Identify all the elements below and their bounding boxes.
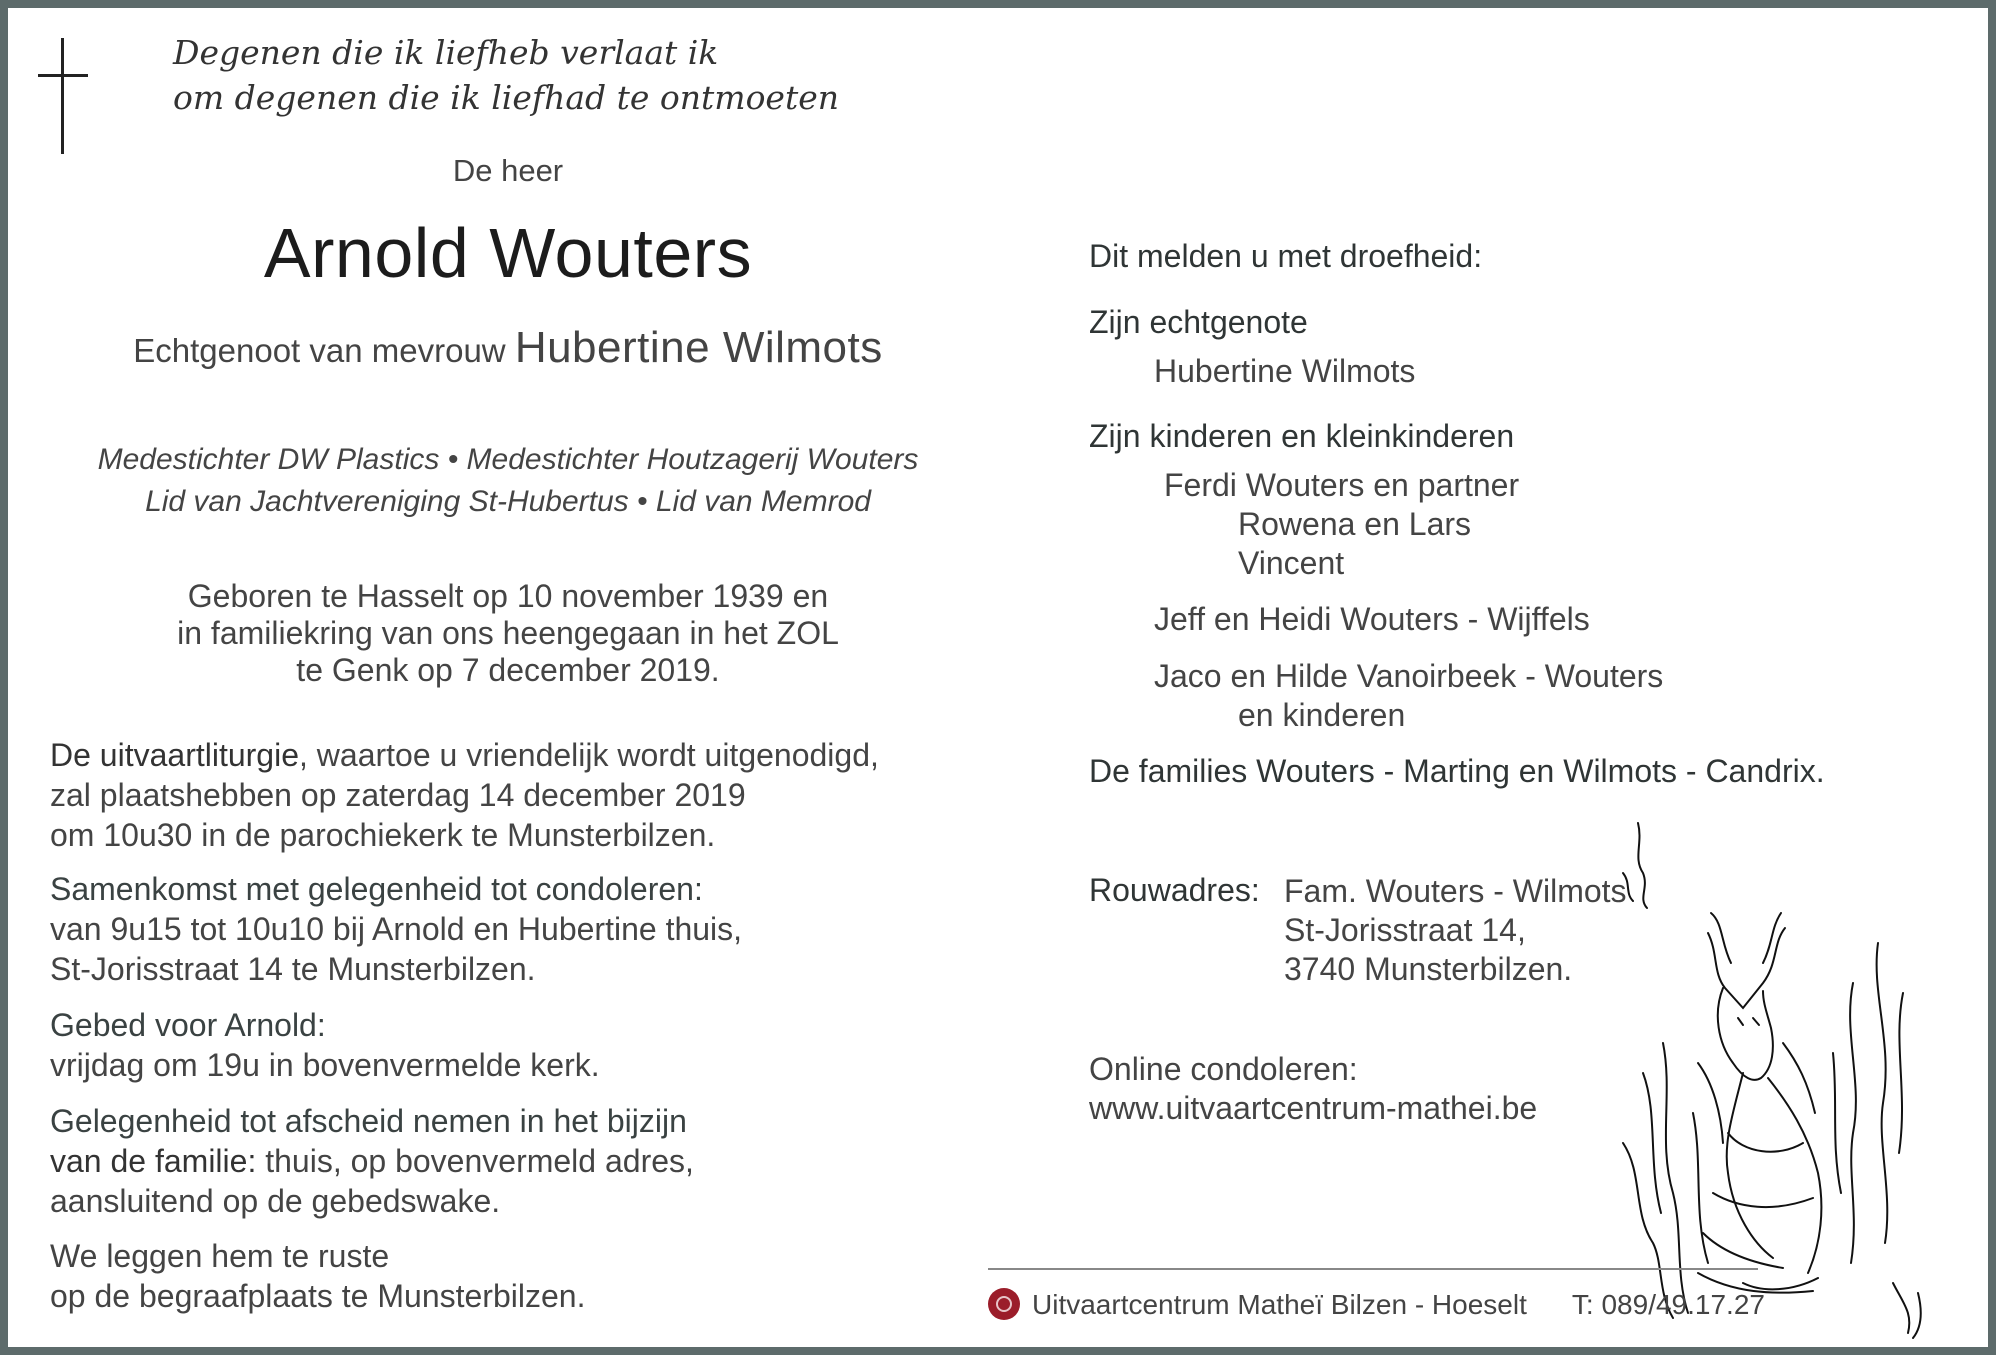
address-label: Rouwadres:	[1089, 872, 1260, 908]
footer	[988, 1288, 1765, 1321]
deer-sketch-illustration	[1603, 813, 1948, 1343]
roles	[8, 439, 1008, 523]
children-title: Zijn kinderen en kleinkinderen	[1089, 418, 1515, 454]
liturgy-line-3: om 10u30 in de parochiekerk te Munsterbilzen.	[50, 817, 716, 853]
online-condolences	[1089, 1050, 1537, 1128]
announcers-title: Dit melden u met droefheid:	[1089, 238, 1483, 274]
child-3: Jaco en Hilde Vanoirbeek - Wouters	[1154, 658, 1664, 694]
footer-divider	[988, 1268, 1758, 1270]
liturgy-line-1-rest: , waartoe u vriendelijk wordt uitgenodigd,	[299, 737, 879, 773]
address-line-1: Fam. Wouters - Wilmots	[1284, 873, 1627, 909]
born-line-3: te Genk op 7 december 2019.	[296, 652, 720, 688]
online-url: www.uitvaartcentrum-mathei.be	[1089, 1090, 1538, 1126]
grandchildren-1: Rowena en Lars	[1238, 506, 1472, 542]
born-line-1: Geboren te Hasselt op 10 november 1939 en	[187, 578, 829, 614]
prayer-line-1: vrijdag om 19u in bovenvermelde kerk.	[50, 1047, 600, 1083]
child-1: Ferdi Wouters en partner	[1164, 467, 1520, 503]
spouse-line	[8, 323, 1008, 373]
farewell-line-2	[50, 1141, 694, 1181]
obituary-card	[8, 8, 1988, 1347]
families: De families Wouters - Marting en Wilmots - Candrix.	[1089, 753, 1825, 789]
spouse-prefix: Echtgenoot van mevrouw	[133, 332, 506, 369]
motto-line-1: Degenen die ik liefheb verlaat ik	[173, 33, 719, 72]
grandchildren-2: Vincent	[1238, 545, 1345, 581]
roles-line-1: Medestichter DW Plastics • Medestichter Houtzagerij Wouters	[97, 443, 919, 476]
address-line-3: 3740 Munsterbilzen.	[1284, 951, 1573, 987]
liturgy-bold: De uitvaartliturgie	[50, 737, 299, 773]
prayer-title: Gebed voor Arnold:	[50, 1007, 326, 1043]
child-2: Jeff en Heidi Wouters - Wijffels	[1154, 601, 1590, 637]
footer-company: Uitvaartcentrum Matheï Bilzen - Hoeselt	[1032, 1289, 1527, 1320]
born-line-2: in familiekring van ons heengegaan in het ZOL	[177, 615, 839, 651]
funeral-home-logo-icon	[988, 1288, 1020, 1320]
birth-death-info	[8, 578, 1008, 689]
title-prefix: De heer	[452, 153, 564, 188]
liturgy-block	[50, 735, 879, 855]
cross-icon-bar	[38, 74, 88, 77]
gathering-title: Samenkomst met gelegenheid tot condoleren:	[50, 871, 703, 907]
deceased-name: Arnold Wouters	[263, 214, 753, 292]
gathering-line-2: St-Jorisstraat 14 te Munsterbilzen.	[50, 951, 536, 987]
address-line-2: St-Jorisstraat 14,	[1284, 912, 1526, 948]
burial-block	[50, 1236, 585, 1316]
burial-line-1: We leggen hem te ruste	[50, 1238, 390, 1274]
spouse-name: Hubertine Wilmots	[514, 323, 883, 372]
farewell-title: Gelegenheid tot afscheid nemen in het bijzijn	[50, 1103, 687, 1139]
gathering-line-1: van 9u15 tot 10u10 bij Arnold en Hubertine thuis,	[50, 911, 743, 947]
liturgy-line-2: zal plaatshebben op zaterdag 14 december 2019	[50, 777, 746, 813]
farewell-bold: van de familie:	[50, 1143, 257, 1179]
wife-name: Hubertine Wilmots	[1154, 353, 1416, 389]
gathering-block	[50, 869, 742, 989]
roles-line-2: Lid van Jachtvereniging St-Hubertus • Lid van Memrod	[145, 485, 871, 518]
burial-line-2: op de begraafplaats te Munsterbilzen.	[50, 1278, 586, 1314]
motto	[173, 30, 839, 120]
farewell-line-3: aansluitend op de gebedswake.	[50, 1183, 501, 1219]
motto-line-2: om degenen die ik liefhad te ontmoeten	[173, 78, 840, 117]
footer-phone: T: 089/49.17.27	[1571, 1289, 1765, 1320]
cross-icon	[61, 38, 64, 154]
farewell-block	[50, 1101, 694, 1221]
liturgy-line-1	[50, 735, 879, 775]
address	[1284, 872, 1627, 989]
wife-title: Zijn echtgenote	[1089, 304, 1308, 340]
online-label: Online condoleren:	[1089, 1051, 1358, 1087]
prayer-block	[50, 1005, 600, 1085]
child-3-sub: en kinderen	[1238, 697, 1406, 733]
farewell-line-2-rest: thuis, op bovenvermeld adres,	[256, 1143, 694, 1179]
